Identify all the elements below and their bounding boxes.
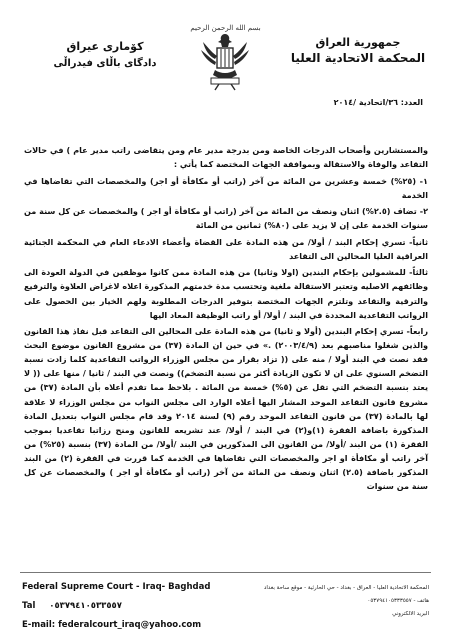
body-paragraph: ١- (٢٥%) خمسة وعشرين من المائة من آخر (راتب أو مكافأة أو اجر) والمخصصات التي تقاضاها في الخدمة bbox=[24, 175, 428, 200]
body-paragraph: ثالثاً- للمشمولين بإحكام البندين (اولا وثانيا) من هذه المادة ممن كانوا موظفين في الدولة العودة الى وظائفهم الاصليه وتعتبر الاستقالة ملغية وتحتسب مدة خدمتهم المذكورة اعلاه لاغراض العلاوة والترفيع والترقية والتقاعد وتلتزم الجهات المختصة بتوفير الدرجات المطلوبة ولهم الخيار بين الحصول على الرواتب التقاعدية المحددة في البند / أولا/ أو راتب الوظيفة المعاد اليها bbox=[24, 267, 428, 320]
footer-contact-arabic bbox=[229, 582, 429, 621]
footer-phone: هاتف - ٠٥٣٧٩٤١٠٥٣٣٣٥٥٧ bbox=[367, 598, 429, 604]
footer-court-title: Federal Supreme Court - Iraq- Baghdad bbox=[22, 582, 211, 592]
iraq-eagle-emblem-icon bbox=[197, 30, 253, 92]
body-paragraph: ثانياً- تسري إحكام البند / أولا/ من هذه المادة على القضاة وأعضاء الادعاء العام في المحكمة الجنائية العراقية العليا المحالين الى التقاعد bbox=[24, 236, 428, 261]
country-name: جمهورية العراق bbox=[315, 36, 401, 49]
court-name: المحكمة الاتحادية العليا bbox=[290, 51, 426, 65]
footer-divider bbox=[20, 572, 431, 573]
footer-phone-label: Tal bbox=[22, 601, 36, 611]
court-name-kurdish: دادگای باڵای فیدراڵی bbox=[53, 58, 157, 69]
footer-email-label: البريد الالكتروني bbox=[392, 611, 429, 617]
footer-phone-number: ٠٥٣٧٩٤١٠٥٣٣٥٥٧ bbox=[49, 601, 122, 611]
footer-address: المحكمة الاتحادية العليا - العراق - بغداد - حي الحارثية - موقع ساحة بغداد bbox=[263, 585, 429, 591]
body-paragraph: والمستشارين وأصحاب الدرجات الخاصة ومن بدرجة مدير عام ومن يتقاضى راتب مدير عام ) في حالات التقاعد والوفاة والاستقالة وبموافقة الجهات المختصة كما يأتي : bbox=[24, 145, 428, 170]
basmala: بسم الله الرحمن الرحيم bbox=[190, 24, 261, 32]
country-name-kurdish: كۆماری عیراق bbox=[66, 40, 144, 53]
header-arabic-block bbox=[283, 36, 433, 65]
body-paragraph: رابعاً- تسري إحكام البندين (أولا و ثانيا) من هذه المادة على المحالين الى التقاعد قبل نفاذ هذا القانون والذين شغلوا مناصبهم بعد (٢٠٠٣/٤/٩) .» في حين ان المادة (٣٧) من مشروع القانون موضوع البحث فقد نصت في البند أولا / منه على (( تزاد بقرار من مجلس الوزراء الرواتب التقاعدية كلما زادت نسبة التضخم السنوي على ان لا تكون الزيادة أكثر من نسبة التضخم)) ونصت في البند / ثانيا / منها على (( لا يعتد بنسبة التضخم التي تقل عن (٥%) خمسة من المائة . بلاحظ مما تقدم أعلاه بأن المادة (٣٧) من مشروع قانون التقاعد الموحد المشار اليها أعلاه الوارد الى مجلس النواب من مجلس الوزراء لا علاقة لها بالمادة (٣٧) من قانون التقاعد الموحد رقم (٩) لسنة ٢٠١٤ وقد قام مجلس النواب بتعديل المادة المذكورة باضافة الفقرة (١)و(٢) في البند / أولا/ عند تشريعه للقانون ومنح رزاتبا تقاعديا بموجب الفقرة (١) من البند /أولا/ من القانون الى المذكورين في البند /أولا/ من المادة (٣٧) بنسبة (٢٥%) من آخر راتب أو مكافأة او اجر والمخصصات التي تقاضاها في الخدمة كما قررت في الفقرة (٢) من البند المذكور باضافة (٢.٥) اثنان ونصف من المائة من آخر (راتب أو مكافأة أو اجر ) والمخصصات عن كل سنة من سنوات bbox=[24, 326, 429, 492]
reference-number: العدد: ٣٦/اتحادية /٢٠١٤ bbox=[333, 98, 423, 107]
footer-phone-line bbox=[22, 597, 232, 616]
header-kurdish-block bbox=[30, 40, 180, 69]
document-body bbox=[24, 143, 428, 496]
body-paragraph: ٢- تضاف (٢.٥%) اثنان ونصف من المائة من آخر (راتب أو مكافأة أو اجر ) والمخصصات عن كل سنة من سنوات الخدمة على إن لا يزيد على (٨٠%) ثمانين من المائة bbox=[24, 206, 429, 231]
footer-email[interactable]: E-mail: federalcourt_iraq@yahoo.com bbox=[22, 620, 202, 630]
footer-contact-english bbox=[22, 578, 232, 635]
